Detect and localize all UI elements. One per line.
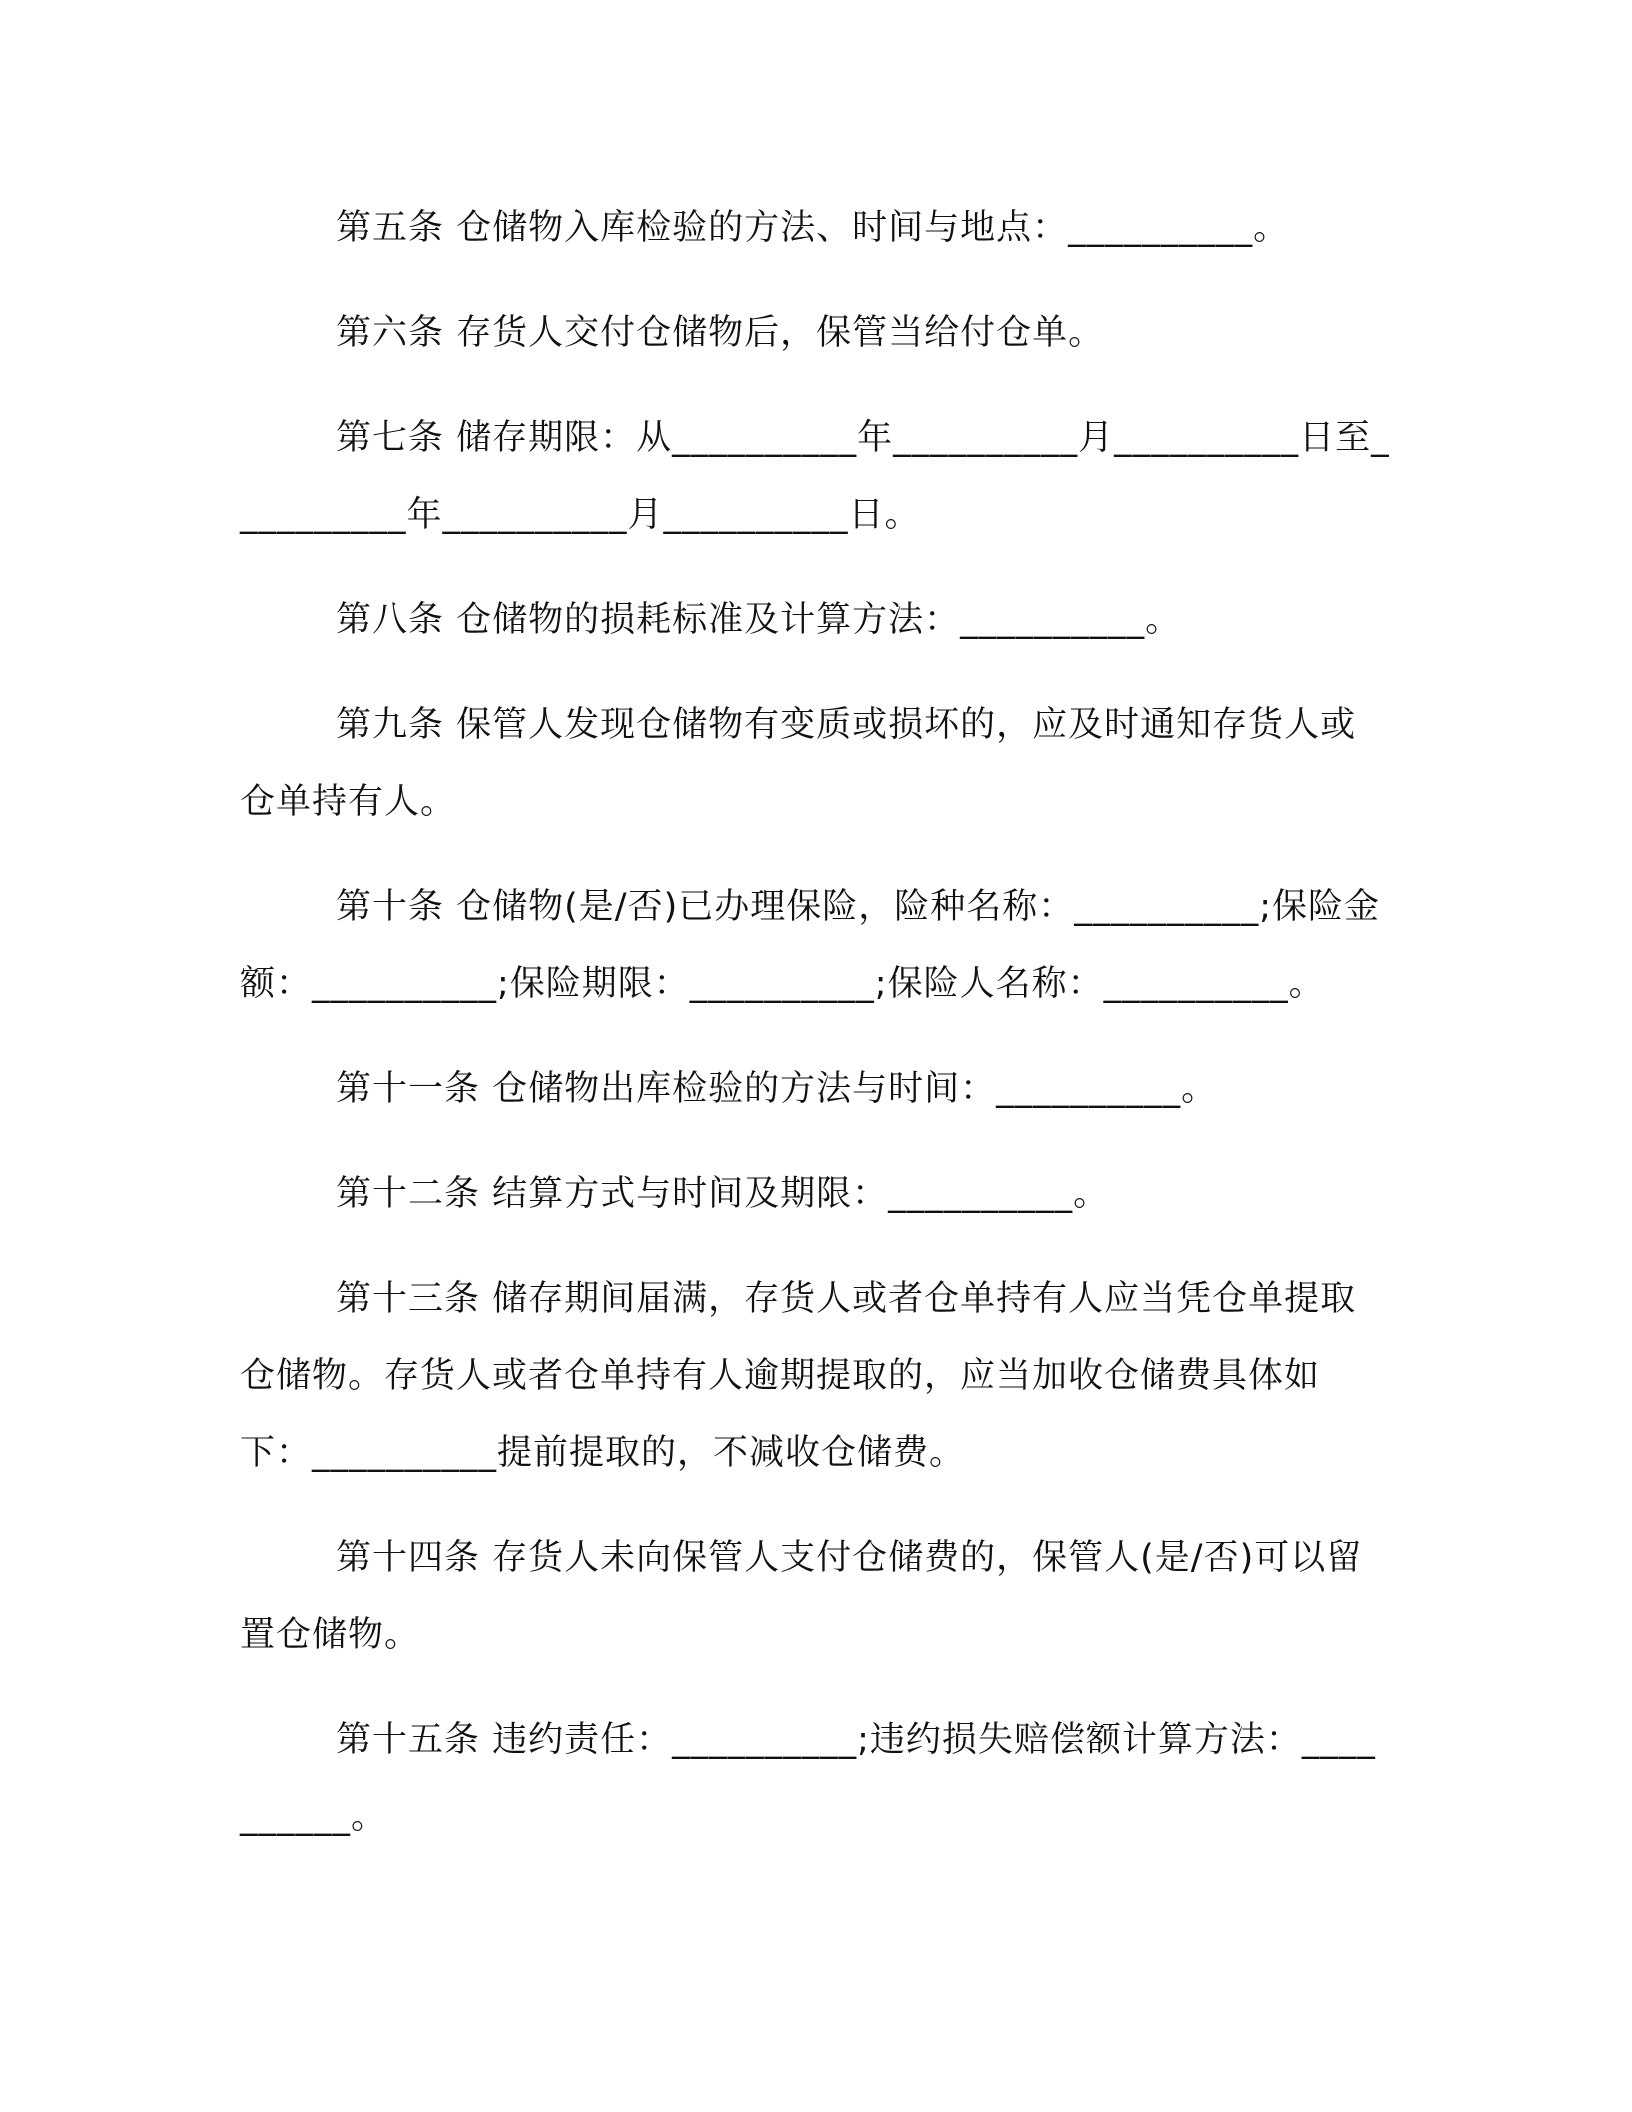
article-15: 第十五条 违约责任：__________;违约损失赔偿额计算方法：__________。	[240, 1720, 1376, 1837]
article-8: 第八条 仓储物的损耗标准及计算方法：__________。	[336, 600, 1182, 640]
article-5: 第五条 仓储物入库检验的方法、时间与地点：__________。	[336, 208, 1290, 248]
article-12: 第十二条 结算方式与时间及期限：__________。	[336, 1174, 1110, 1214]
article-9: 第九条 保管人发现仓储物有变质或损坏的，应及时通知存货人或仓单持有人。	[240, 705, 1357, 822]
article-7: 第七条 储存期限：从__________年__________月__________日至__________年__________月__________日。	[240, 418, 1390, 535]
document-body	[240, 190, 1390, 1884]
article-10: 第十条 仓储物(是/否)已办理保险，险种名称：__________;保险金额：__________;保险期限：__________;保险人名称：__________。	[240, 887, 1381, 1004]
article-14: 第十四条 存货人未向保管人支付仓储费的，保管人(是/否)可以留置仓储物。	[240, 1538, 1363, 1655]
article-6: 第六条 存货人交付仓储物后，保管当给付仓单。	[336, 313, 1105, 353]
article-13: 第十三条 储存期间届满，存货人或者仓单持有人应当凭仓单提取仓储物。存货人或者仓单持有人逾期提取的，应当加收仓储费具体如下：__________提前提取的，不减收仓储费。	[240, 1279, 1357, 1473]
article-11: 第十一条 仓储物出库检验的方法与时间：__________。	[336, 1069, 1218, 1109]
